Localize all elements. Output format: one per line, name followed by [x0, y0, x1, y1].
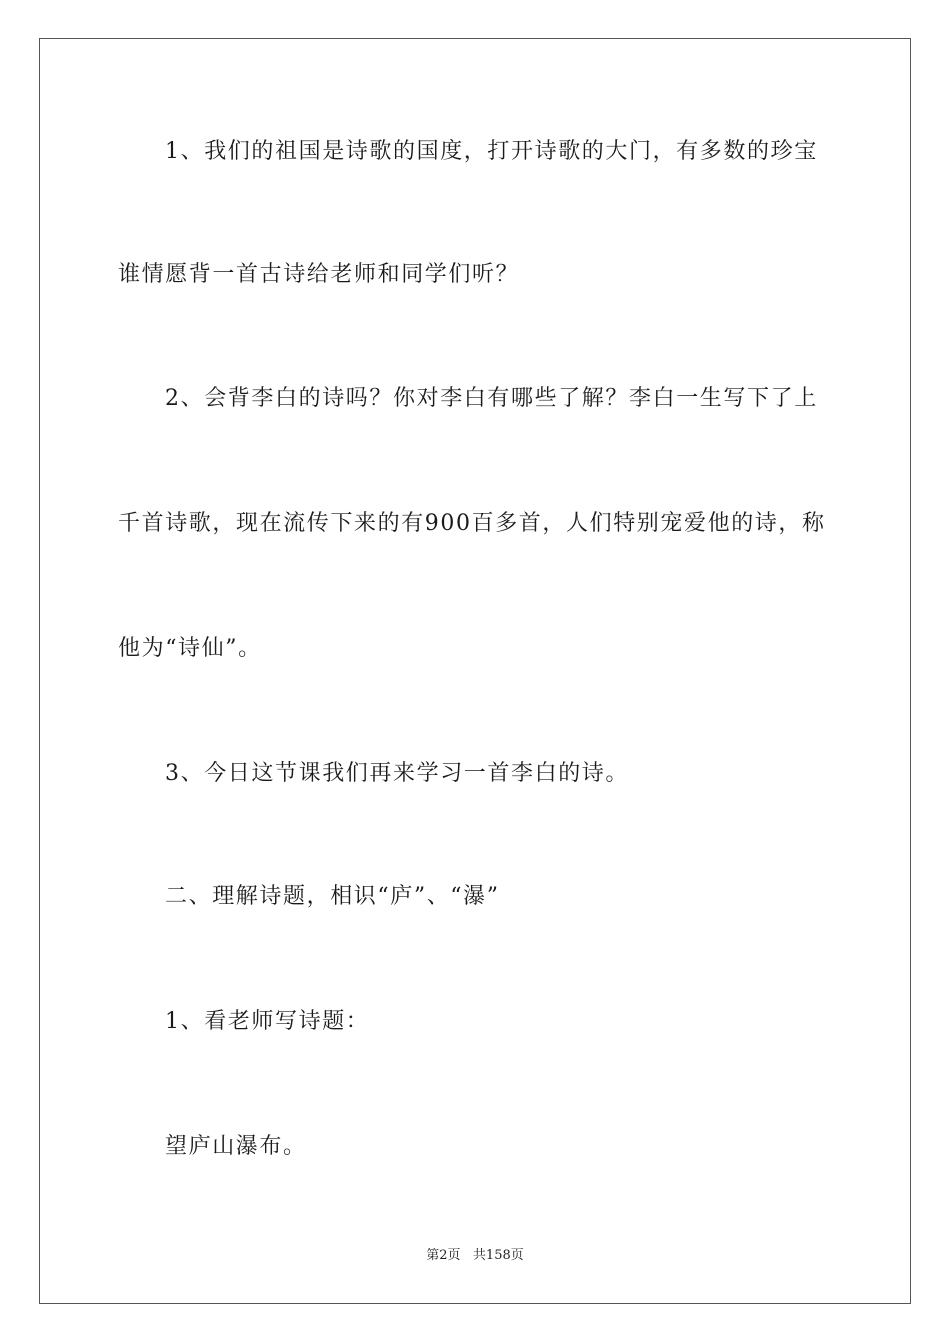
page-total: 共158页	[472, 1248, 524, 1263]
paragraph-line-5: 他为“诗仙”。	[118, 636, 262, 661]
paragraph-line-2: 谁情愿背一首古诗给老师和同学们听？	[118, 262, 520, 287]
page-number: 第2页	[426, 1248, 461, 1263]
page-footer	[0, 1247, 950, 1265]
paragraph-line-3: 2、会背李白的诗吗？你对李白有哪些了解？李白一生写下了上	[165, 386, 818, 411]
paragraph-line-6: 3、今日这节课我们再来学习一首李白的诗。	[165, 761, 629, 786]
paragraph-line-1: 1、我们的祖国是诗歌的国度，打开诗歌的大门，有多数的珍宝	[165, 139, 818, 164]
paragraph-line-4: 千首诗歌，现在流传下来的有900百多首，人们特别宠爱他的诗，称	[118, 511, 826, 536]
poem-title: 望庐山瀑布。	[165, 1134, 307, 1159]
page-border	[39, 38, 911, 1304]
paragraph-line-8: 1、看老师写诗题：	[165, 1009, 370, 1034]
section-heading: 二、理解诗题，相识“庐”、“瀑”	[165, 884, 500, 909]
